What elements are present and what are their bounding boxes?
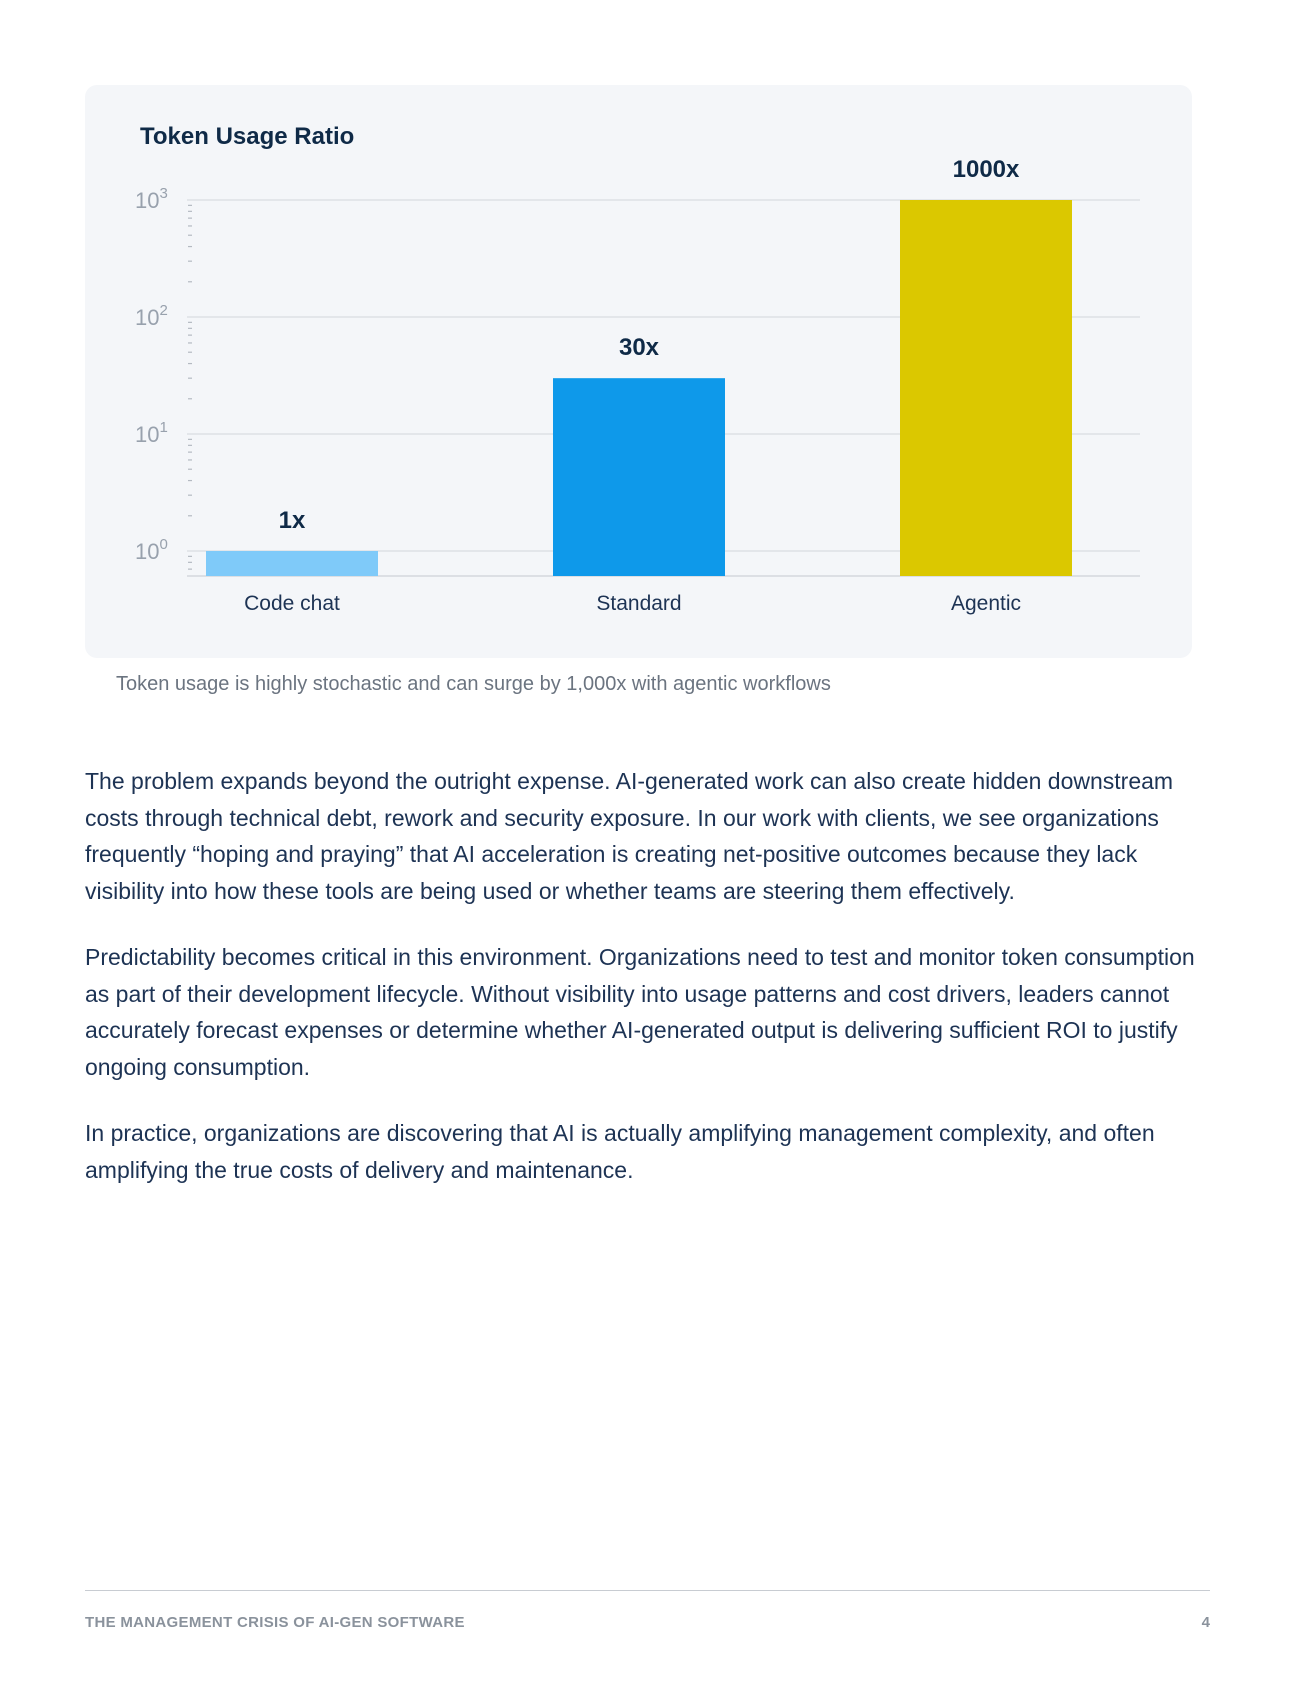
y-axis-minor-ticks xyxy=(188,205,192,569)
category-label: Agentic xyxy=(950,592,1022,615)
chart-title: Token Usage Ratio xyxy=(140,123,355,150)
y-tick-exponent: 1 xyxy=(159,419,168,436)
y-axis-ticks xyxy=(135,185,168,564)
category-label: Code chat xyxy=(244,592,340,615)
chart-category-labels xyxy=(244,592,1021,615)
bar xyxy=(900,200,1072,576)
bar-value-label: 30x xyxy=(618,334,660,362)
paragraph: Predictability becomes critical in this environment. Organizations need to test and monitor token consumption as part of their development lifecycle. Without visibility into usage patterns and cost drivers, leaders cannot accurately forecast expenses or determine whether AI-generated output is delivering sufficient ROI to justify ongoing consumption. xyxy=(85,944,1195,1080)
bar xyxy=(206,551,378,576)
body-text xyxy=(85,763,1215,1218)
category-label: Standard xyxy=(596,592,682,615)
y-tick-exponent: 0 xyxy=(159,536,168,553)
chart-card xyxy=(85,85,1192,658)
chart-bars xyxy=(206,200,1072,576)
bar-value-label: 1x xyxy=(278,507,306,534)
y-tick-label: $10^3$ xyxy=(135,185,168,213)
paragraph: The problem expands beyond the outright expense. AI-generated work can also create hidden downstream costs through technical debt, rework and security exposure. In our work with clients, we see organizations frequently “hoping and praying” that AI acceleration is creating net-positive outcomes because they lack visibility into how these tools are being used or whether teams are steering them effectively. xyxy=(85,768,1174,904)
y-tick-label: $10^0$ xyxy=(135,536,168,564)
footer-title: THE MANAGEMENT CRISIS OF AI-GEN SOFTWARE xyxy=(85,1614,465,1631)
footer-divider xyxy=(85,1590,1210,1591)
y-tick-label: $10^2$ xyxy=(135,302,168,330)
bar-value-label: 1000x xyxy=(952,156,1020,183)
y-tick-exponent: 2 xyxy=(159,302,168,319)
y-tick-label: $10^1$ xyxy=(135,419,168,447)
paragraph: In practice, organizations are discovering that AI is actually amplifying management complexity, and often amplifying the true costs of delivery and maintenance. xyxy=(85,1120,1155,1183)
token-usage-chart xyxy=(85,85,1192,658)
chart-caption: Token usage is highly stochastic and can surge by 1,000x with agentic workflows xyxy=(116,673,831,695)
y-tick-exponent: 3 xyxy=(159,185,168,202)
bar xyxy=(553,378,725,576)
page-number: 4 xyxy=(1201,1614,1210,1631)
